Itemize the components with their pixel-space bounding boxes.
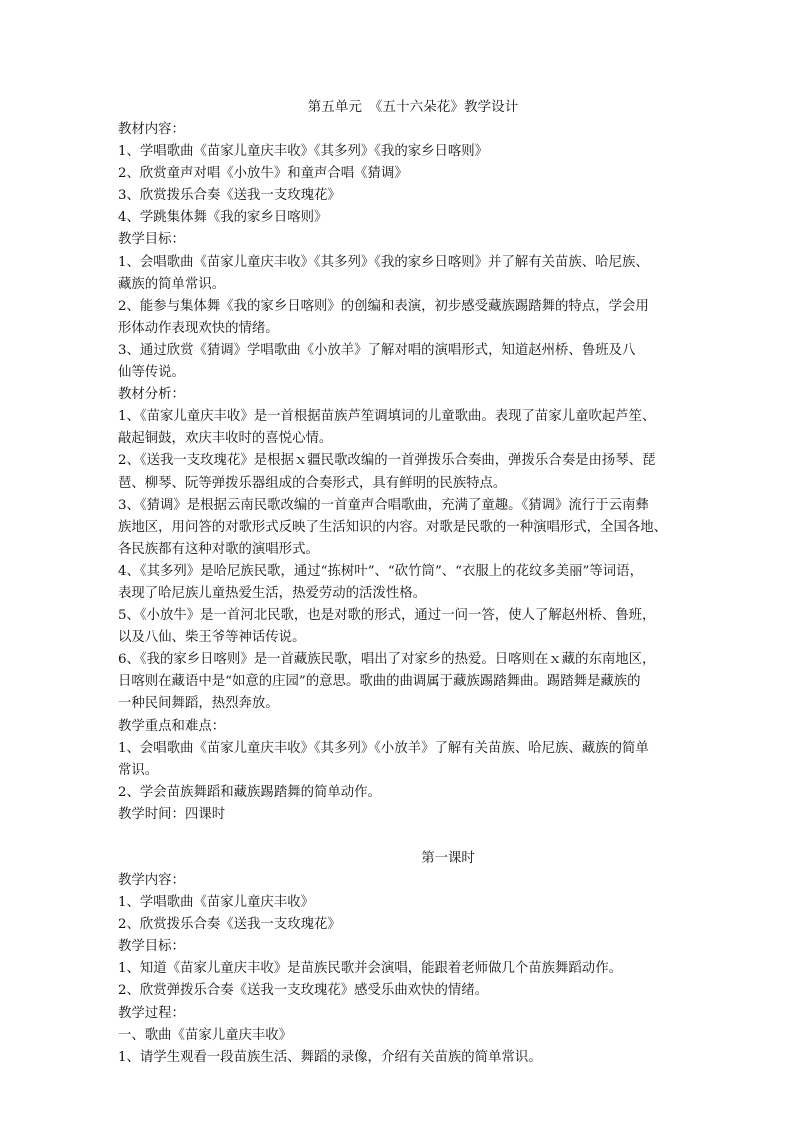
document-title: 第五单元 《五十六朵花》教学设计 (307, 99, 519, 115)
analysis-line: 敲起铜鼓，欢庆丰收时的喜悦心情。 (118, 431, 333, 447)
process-heading: 教学过程： (118, 1005, 185, 1021)
goals-line: 1、会唱歌曲《苗家儿童庆丰收》《其多列》《我的家乡日喀则》并了解有关苗族、哈尼族、 (118, 254, 649, 270)
document-page (118, 96, 688, 1069)
analysis-line: 3、《猜调》是根据云南民歌改编的一首童声合唱歌曲，充满了童趣。《猜调》流行于云南彝 (118, 497, 649, 513)
content-item: 4、学跳集体舞《我的家乡日喀则》 (118, 210, 328, 226)
content-heading: 教材内容： (118, 122, 185, 137)
goals-line: 形体动作表现欢快的情绪。 (118, 320, 279, 336)
analysis-heading: 教材分析： (118, 387, 185, 403)
content-item: 3、欣赏拨乐合奏《送我一支玫瑰花》 (118, 188, 341, 204)
lesson-goals-heading: 教学目标： (118, 939, 185, 955)
analysis-line: 6、《我的家乡日喀则》是一首藏族民歌，唱出了对家乡的热爱。日喀则在ｘ藏的东南地区， (118, 652, 656, 668)
keypoints-line: 常识。 (118, 762, 159, 778)
lesson-content-item: 2、欣赏拨乐合奏《送我一支玫瑰花》 (118, 917, 341, 933)
analysis-line: 2、《送我一支玫瑰花》是根据ｘ疆民歌改编的一首弹拨乐合奏曲，弹拨乐合奏是由扬琴、琵 (118, 453, 656, 469)
analysis-line: 以及八仙、柴王爷等神话传说。 (118, 630, 306, 646)
analysis-line: 一种民间舞蹈，热烈奔放。 (118, 696, 279, 712)
goals-line: 仙等传说。 (118, 365, 185, 381)
analysis-line: 日喀则在藏语中是“如意的庄园”的意思。歌曲的曲调属于藏族踢踏舞曲。踢踏舞是藏族的 (118, 674, 641, 690)
content-item: 2、欣赏童声对唱《小放牛》和童声合唱《猜调》 (118, 166, 408, 182)
lesson-content-heading: 教学内容： (118, 873, 185, 888)
analysis-line: 1、《苗家儿童庆丰收》是一首根据苗族芦笙调填词的儿童歌曲。表现了苗家儿童吹起芦笙、 (118, 409, 656, 425)
content-item: 1、学唱歌曲《苗家儿童庆丰收》《其多列》《我的家乡日喀则》 (118, 144, 489, 160)
keypoints-line: 2、学会苗族舞蹈和藏族踢踏舞的简单动作。 (118, 784, 381, 800)
analysis-line: 表现了哈尼族儿童热爱生活，热爱劳动的活泼性格。 (118, 585, 426, 601)
process-section-title: 一、歌曲《苗家儿童庆丰收》 (118, 1027, 293, 1043)
keypoints-heading: 教学重点和难点： (118, 718, 226, 734)
goals-heading: 教学目标： (118, 232, 185, 248)
analysis-line: 5、《小放牛》是一首河北民歌，也是对歌的形式，通过一问一答，使人了解赵州桥、鲁班， (118, 608, 656, 624)
analysis-line: 族地区，用问答的对歌形式反映了生活知识的内容。对歌是民歌的一种演唱形式，全国各地、 (118, 519, 668, 535)
teaching-time: 教学时间：四课时 (118, 806, 226, 822)
analysis-line: 琶、柳琴、阮等弹拨乐器组成的合奏形式，具有鲜明的民族特点。 (118, 475, 507, 491)
lesson-content-item: 1、学唱歌曲《苗家儿童庆丰收》 (118, 895, 314, 911)
lesson-goals-item: 1、知道《苗家儿童庆丰收》是苗族民歌并会演唱，能跟着老师做几个苗族舞蹈动作。 (118, 961, 622, 977)
lesson-goals-item: 2、欣赏弹拨乐合奏《送我一支玫瑰花》感受乐曲欢快的情绪。 (118, 983, 489, 999)
goals-line: 3、通过欣赏《猜调》学唱歌曲《小放羊》了解对唱的演唱形式，知道赵州桥、鲁班及八 (118, 342, 636, 358)
analysis-line: 4、《其多列》是哈尼族民歌，通过“拣树叶”、“砍竹筒”、“衣服上的花纹多美丽”等词语， (118, 563, 643, 579)
goals-line: 2、能参与集体舞《我的家乡日喀则》的创编和表演，初步感受藏族踢踏舞的特点，学会用 (118, 298, 649, 314)
process-item: 1、请学生观看一段苗族生活、舞蹈的录像，介绍有关苗族的简单常识。 (118, 1049, 542, 1065)
lesson-title: 第一课时 (421, 851, 475, 866)
analysis-line: 各民族都有这种对歌的演唱形式。 (118, 541, 319, 557)
keypoints-line: 1、会唱歌曲《苗家儿童庆丰收》《其多列》《小放羊》了解有关苗族、哈尼族、藏族的简单 (118, 740, 649, 756)
goals-line: 藏族的简单常识。 (118, 276, 226, 292)
